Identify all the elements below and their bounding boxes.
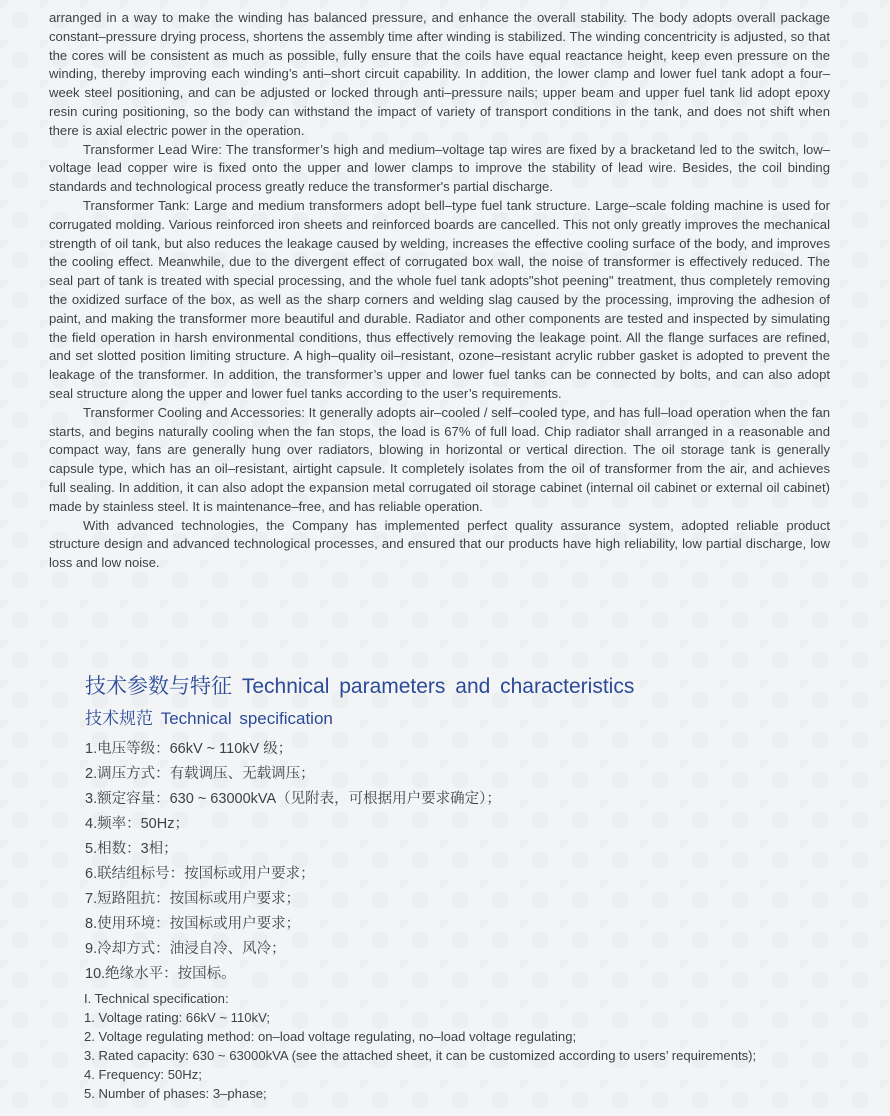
spec-en-item: 4. Frequency: 50Hz;: [84, 1067, 202, 1082]
spec-cn-item: 9.冷却方式：油浸自冷、风冷；: [85, 941, 286, 957]
spec-en-item: 3. Rated capacity: 630 ~ 63000kVA (see the attached sheet, it can be customized according to users’ requirements);: [84, 1048, 757, 1063]
spec-cn-item: 2.调压方式：有载调压、无载调压；: [85, 766, 315, 782]
paragraph-tank: Transformer Tank: Large and medium transformers adopt bell–type fuel tank structure. Large–scale folding machine is used for corrugated molding. Various reinforced iron sheets and reinforced boards are cancelled. This not only greatly improves the mechanical strength of oil tank, but also reduces the leakage caused by welding, increases the effective cooling surface of the body, and improves the cooling effect. Meanwhile, due to the divergent effect of corrugated box wall, the noise of transformer is effectively reduced. The seal part of tank is treated with special processing, and the whole fuel tank adopts"shot peening" treatment, thus completely removing the oxidized surface of the box, as well as the sharp corners and welding slag caused by the processing, improving the adhesion of paint, and making the transformer more beautiful and durable. Radiator and other components are tested and inspected by simulating the field operation in harsh environmental conditions, thus effectively removing the leakage point. All the flange surfaces are refined, and set slotted position limiting structure. A high–quality oil–resistant, ozone–resistant acrylic rubber gasket is adopted to prevent the leakage of the transformer. In addition, the transformer’s upper and lower fuel tanks can be connected by bolts, and can also adopt seal structure along the upper and lower fuel tanks according to the user’s requirements.: [49, 197, 830, 401]
subsection-title: 技术规范 Technical specification: [85, 709, 333, 728]
spec-cn-item: 8.使用环境：按国标或用户要求；: [85, 916, 301, 932]
spec-cn-item: 6.联结组标号：按国标或用户要求；: [85, 866, 315, 882]
paragraph-lead-wire: Transformer Lead Wire: The transformer’s high and medium–voltage tap wires are fixed by a bracketand led to the switch, low–voltage lead copper wire is fixed onto the upper and lower clamps to improve the stability of lead wire. Besides, the coil binding standards and technological process greatly reduce the transformer's partial discharge.: [49, 141, 830, 195]
section-title: 技术参数与特征 Technical parameters and characteristics: [85, 675, 635, 698]
spec-cn-item: 3.额定容量：630 ~ 63000kVA（见附表，可根据用户要求确定）；: [85, 791, 501, 807]
body-text: [49, 9, 830, 573]
spec-cn-item: 5.相数：3相；: [85, 841, 178, 857]
spec-cn-item: 1.电压等级：66kV ~ 110kV 级；: [85, 741, 293, 757]
spec-en-item: 5. Number of phases: 3–phase;: [84, 1086, 267, 1101]
spec-cn-item: 7.短路阻抗：按国标或用户要求；: [85, 891, 301, 907]
spec-en-item: 2. Voltage regulating method: on–load voltage regulating, no–load voltage regulating;: [84, 1029, 577, 1044]
spec-cn-item: 10.绝缘水平：按国标。: [85, 966, 236, 982]
spec-list-english: [84, 989, 756, 1103]
spec-list-chinese: [85, 737, 501, 987]
paragraph-cooling: Transformer Cooling and Accessories: It generally adopts air–cooled / self–cooled type, and has full–load operation when the fan starts, and begins naturally cooling when the fan stops, the load is 67% of full load. Chip radiator shall arranged in a reasonable and compact way, fans are generally hung over radiators, blowing in horizontal or vertical direction. The oil storage tank is generally capsule type, which has an oil–resistant, airtight capsule. It completely isolates from the oil of transformer from the air, and achieves full sealing. In addition, it can also adopt the expansion metal corrugated oil storage cabinet (internal oil cabinet or external oil cabinet) made by stainless steel. It is maintenance–free, and has reliable operation.: [49, 404, 830, 514]
spec-en-heading: I. Technical specification:: [84, 991, 229, 1006]
paragraph-winding: arranged in a way to make the winding has balanced pressure, and enhance the overall stability. The body adopts overall package constant–pressure drying process, shortens the assembly time after winding is stabilized. The winding concentricity is adjusted, so that the cores will be consistent as much as possible, fully ensure that the coils have equal reactance height, keep even pressure on the winding, thereby improving each winding’s anti–short circuit capability. In addition, the lower clamp and lower fuel tank adopt a four–week steel positioning, and can be adjusted or locked through anti–pressure nails; upper beam and upper fuel tank lid adopt epoxy resin curing positioning, so the body can withstand the impact of variety of transport conditions in the tank, and does not shift when there is axial electric power in the operation.: [49, 10, 830, 138]
spec-en-item: 1. Voltage rating: 66kV ~ 110kV;: [84, 1010, 270, 1025]
spec-cn-item: 4.频率：50Hz；: [85, 816, 189, 832]
paragraph-quality: With advanced technologies, the Company has implemented perfect quality assurance system, adopted reliable product structure design and advanced technological processes, and ensured that our products have high reliability, low partial discharge, low loss and low noise.: [49, 517, 830, 571]
